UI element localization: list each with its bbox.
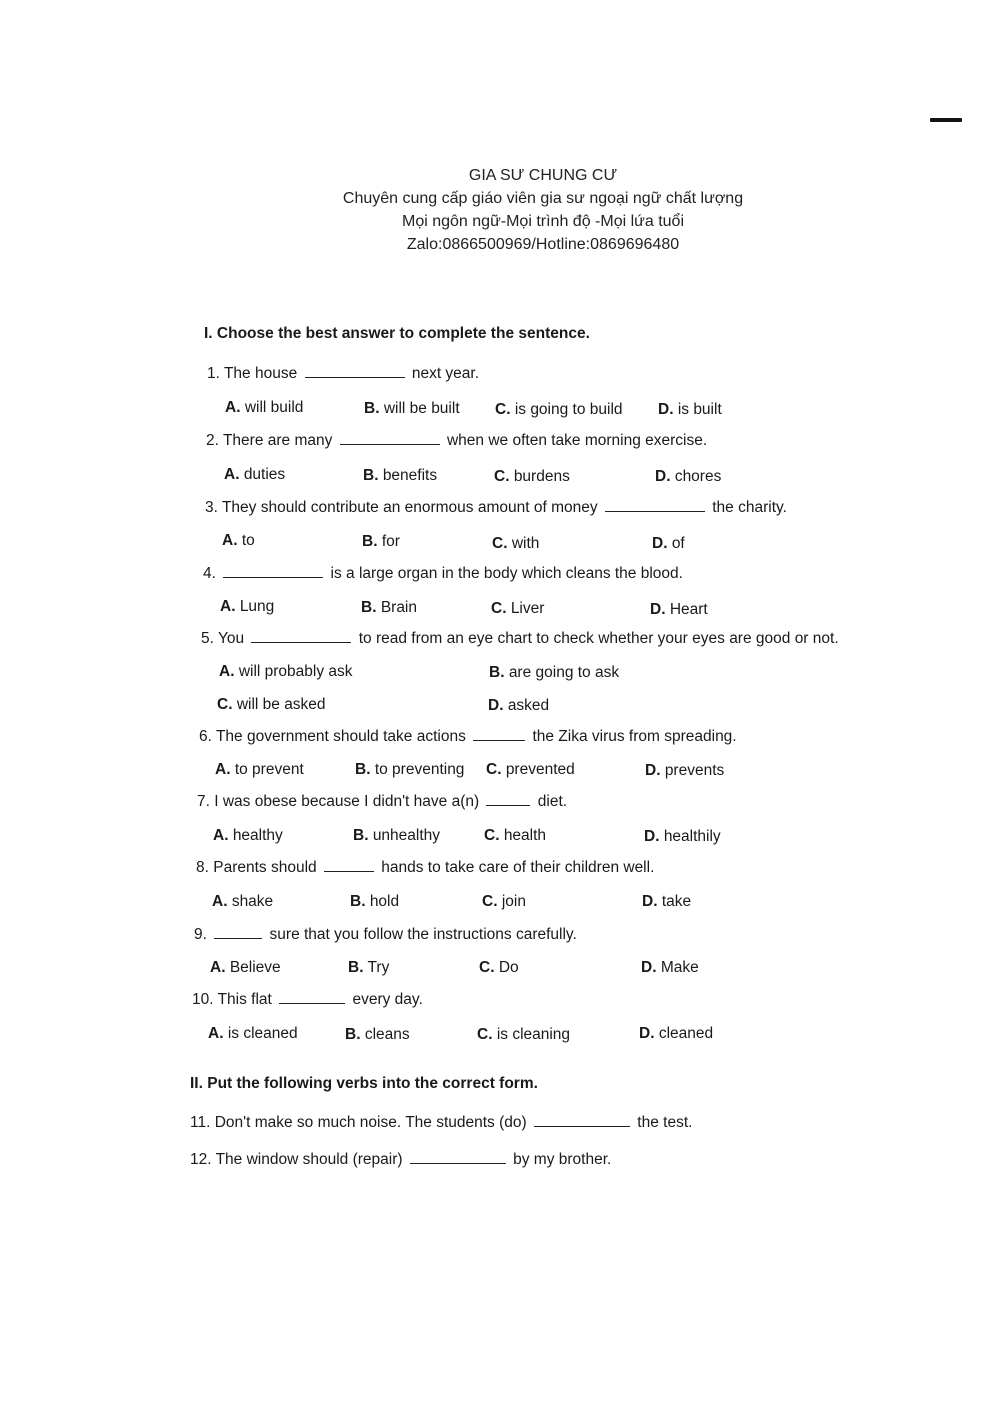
q2-option-a[interactable]: A. duties	[224, 466, 286, 483]
q4-option-c[interactable]: C. Liver	[491, 600, 545, 617]
question-6-text: 6. The government should take actions	[199, 728, 471, 745]
question-1-text: 1. The house	[207, 365, 302, 382]
q5-option-c[interactable]: C. will be asked	[217, 696, 326, 713]
q5-option-d[interactable]: D. asked	[488, 697, 550, 714]
question-4-text-end: is a large organ in the body which cleans the blood.	[326, 565, 683, 582]
q9-option-a[interactable]: A. Believe	[210, 959, 281, 976]
q9-option-c[interactable]: C. Do	[479, 959, 519, 976]
question-1-text-end: next year.	[407, 365, 480, 382]
header-tagline: Chuyên cung cấp giáo viên gia sư ngoại ngữ chất lượng	[342, 190, 744, 207]
q10-option-c[interactable]: C. is cleaning	[477, 1026, 571, 1043]
question-5	[201, 630, 839, 648]
question-2-text: 2. There are many	[206, 432, 337, 449]
q8-option-d[interactable]: D. take	[642, 893, 692, 910]
answer-blank[interactable]	[279, 991, 345, 1004]
q4-option-d[interactable]: D. Heart	[650, 601, 708, 618]
q5-option-a[interactable]: A. will probably ask	[219, 663, 353, 680]
question-11-text: 11. Don't make so much noise. The students (do)	[190, 1114, 531, 1131]
q10-option-a[interactable]: A. is cleaned	[208, 1025, 298, 1042]
section-1-title: I. Choose the best answer to complete the sentence.	[204, 325, 590, 342]
question-9	[194, 926, 577, 944]
question-8-text: 8. Parents should	[196, 859, 321, 876]
question-11-text-end: the test.	[632, 1114, 693, 1131]
question-5-text: 5. You	[201, 630, 249, 647]
question-12-text: 12. The window should (repair)	[190, 1151, 407, 1168]
answer-blank[interactable]	[605, 499, 705, 512]
q3-option-a[interactable]: A. to	[222, 532, 255, 549]
question-3	[205, 499, 787, 517]
question-12-text-end: by my brother.	[508, 1151, 612, 1168]
question-7	[197, 793, 567, 811]
q9-option-b[interactable]: B. Try	[348, 959, 390, 976]
question-9-text-end: sure that you follow the instructions carefully.	[265, 926, 577, 943]
q6-option-d[interactable]: D. prevents	[645, 762, 725, 779]
answer-blank[interactable]	[340, 432, 440, 445]
q10-option-d[interactable]: D. cleaned	[639, 1025, 714, 1042]
question-7-text: 7. I was obese because I didn't have a(n)	[197, 793, 484, 810]
question-4	[203, 565, 683, 583]
q8-option-b[interactable]: B. hold	[350, 893, 400, 910]
section-2-title: II. Put the following verbs into the correct form.	[190, 1075, 538, 1092]
question-6	[199, 728, 737, 746]
header-subtagline: Mọi ngôn ngữ-Mọi trình độ -Mọi lứa tuổi	[402, 213, 684, 230]
question-6-text-end: the Zika virus from spreading.	[528, 728, 737, 745]
question-4-text: 4.	[203, 565, 221, 582]
answer-blank[interactable]	[223, 565, 323, 578]
q1-option-b[interactable]: B. will be built	[364, 400, 460, 417]
header-contact: Zalo:0866500969/Hotline:0869696480	[406, 236, 680, 253]
q7-option-a[interactable]: A. healthy	[213, 827, 283, 844]
question-8-text-end: hands to take care of their children well.	[376, 859, 655, 876]
q7-option-d[interactable]: D. healthily	[644, 828, 721, 845]
question-11	[190, 1114, 692, 1132]
q6-option-b[interactable]: B. to preventing	[355, 761, 465, 778]
question-1	[207, 365, 479, 383]
q6-option-a[interactable]: A. to prevent	[215, 761, 304, 778]
answer-blank[interactable]	[473, 728, 525, 741]
q10-option-b[interactable]: B. cleans	[345, 1026, 410, 1043]
q7-option-b[interactable]: B. unhealthy	[353, 827, 441, 844]
q1-option-c[interactable]: C. is going to build	[495, 401, 623, 418]
q7-option-c[interactable]: C. health	[484, 827, 547, 844]
q2-option-c[interactable]: C. burdens	[494, 468, 570, 485]
question-5-text-end: to read from an eye chart to check whether your eyes are good or not.	[354, 630, 839, 647]
question-2	[206, 432, 707, 450]
answer-blank[interactable]	[324, 859, 374, 872]
q9-option-d[interactable]: D. Make	[641, 959, 699, 976]
q1-option-a[interactable]: A. will build	[225, 399, 304, 416]
question-9-text: 9.	[194, 926, 212, 943]
answer-blank[interactable]	[486, 793, 530, 806]
q4-option-b[interactable]: B. Brain	[361, 599, 417, 616]
q8-option-a[interactable]: A. shake	[212, 893, 274, 910]
q2-option-b[interactable]: B. benefits	[363, 467, 438, 484]
question-10-text-end: every day.	[348, 991, 423, 1008]
question-10-text: 10. This flat	[192, 991, 277, 1008]
question-10	[192, 991, 423, 1009]
question-7-text-end: diet.	[533, 793, 568, 810]
q3-option-d[interactable]: D. of	[652, 535, 685, 552]
answer-blank[interactable]	[534, 1114, 630, 1127]
answer-blank[interactable]	[251, 630, 351, 643]
question-12	[190, 1151, 611, 1169]
q8-option-c[interactable]: C. join	[482, 893, 526, 910]
q2-option-d[interactable]: D. chores	[655, 468, 722, 485]
q6-option-c[interactable]: C. prevented	[486, 761, 575, 778]
answer-blank[interactable]	[410, 1151, 506, 1164]
q3-option-b[interactable]: B. for	[362, 533, 400, 550]
q3-option-c[interactable]: C. with	[492, 535, 540, 552]
question-8	[196, 859, 654, 877]
question-2-text-end: when we often take morning exercise.	[442, 432, 708, 449]
header-block	[0, 164, 1000, 256]
question-3-text-end: the charity.	[707, 499, 787, 516]
question-3-text: 3. They should contribute an enormous amount of money	[205, 499, 602, 516]
scan-corner-mark	[930, 118, 962, 122]
q1-option-d[interactable]: D. is built	[658, 401, 722, 418]
q4-option-a[interactable]: A. Lung	[220, 598, 275, 615]
answer-blank[interactable]	[305, 365, 405, 378]
q5-option-b[interactable]: B. are going to ask	[489, 664, 620, 681]
answer-blank[interactable]	[214, 926, 262, 939]
header-title: GIA SƯ CHUNG CƯ	[468, 167, 618, 184]
